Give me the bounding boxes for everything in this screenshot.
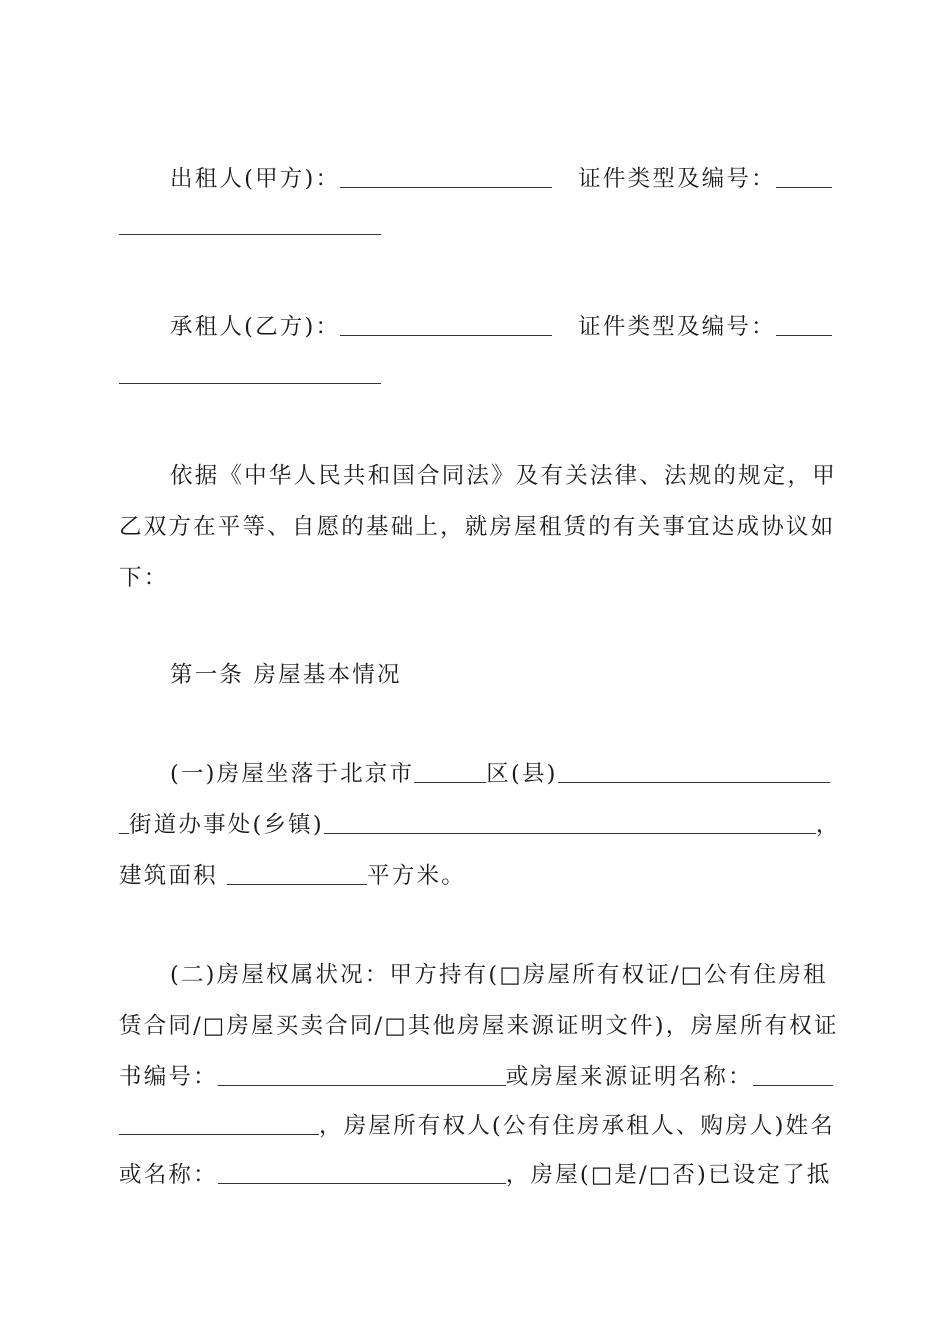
clause-2-line-4 <box>119 1112 835 1140</box>
clause-2-line-3 <box>119 1063 831 1091</box>
lessor-id-label: 证件类型及编号： <box>578 166 776 192</box>
lessee-id-label: 证件类型及编号： <box>578 314 776 340</box>
article-1-title: 第一条 房屋基本情况 <box>170 662 402 688</box>
lessor-line <box>170 165 882 193</box>
lessee-line <box>170 313 882 341</box>
clause-2-line-1: (二)房屋权属状况：甲方持有(□房屋所有权证/□公有住房租 <box>170 962 828 988</box>
area-blank[interactable] <box>227 864 367 885</box>
clause-2-line-2: 赁合同/□房屋买卖合同/□其他房屋来源证明文件)，房屋所有权证 <box>119 1013 839 1039</box>
clause-1-line-3 <box>119 862 831 890</box>
owner-name-prefix: 或名称： <box>119 1162 218 1188</box>
certificate-number-label: 书编号： <box>119 1064 218 1090</box>
preamble-line-2: 乙双方在平等、自愿的基础上，就房屋租赁的有关事宜达成协议如 <box>119 514 836 540</box>
owner-name-blank[interactable] <box>218 1163 506 1184</box>
clause-1-line-1 <box>170 760 832 788</box>
lessee-label: 承租人(乙方)： <box>170 314 341 340</box>
lessee-id-blank[interactable] <box>776 315 832 336</box>
source-proof-blank-continued[interactable] <box>119 1114 319 1135</box>
clause-2-line-5 <box>119 1161 831 1189</box>
lessor-id-blank-continued[interactable] <box>119 234 381 235</box>
subdistrict-blank[interactable] <box>324 813 816 834</box>
source-proof-label: 或房屋来源证明名称： <box>505 1064 753 1090</box>
area-label: 建筑面积 <box>119 863 228 889</box>
lessee-name-blank[interactable] <box>340 315 552 336</box>
clause-1-line-2 <box>119 811 841 839</box>
location-label: (一)房屋坐落于北京市 <box>170 761 415 787</box>
mortgage-status: ，房屋(□是/□否)已设定了抵 <box>505 1162 832 1188</box>
street-blank-continued[interactable] <box>119 813 129 834</box>
preamble-line-3: 下： <box>119 565 169 591</box>
source-proof-blank[interactable] <box>753 1065 833 1086</box>
area-unit: 平方米。 <box>367 863 466 889</box>
lessee-id-blank-continued[interactable] <box>119 383 381 384</box>
lessor-name-blank[interactable] <box>340 167 552 188</box>
subdistrict-label: 街道办事处(乡镇) <box>129 812 324 838</box>
preamble-line-1: 依据《中华人民共和国合同法》及有关法律、法规的规定，甲 <box>170 463 837 489</box>
district-blank[interactable] <box>414 762 486 783</box>
comma: ， <box>815 812 841 838</box>
street-blank[interactable] <box>558 762 830 783</box>
lessor-id-blank[interactable] <box>776 167 832 188</box>
lessor-label: 出租人(甲方)： <box>170 166 341 192</box>
owner-name-label: ，房屋所有权人(公有住房承租人、购房人)姓名 <box>319 1113 835 1139</box>
district-label: 区(县) <box>486 761 558 787</box>
certificate-number-blank[interactable] <box>218 1065 506 1086</box>
